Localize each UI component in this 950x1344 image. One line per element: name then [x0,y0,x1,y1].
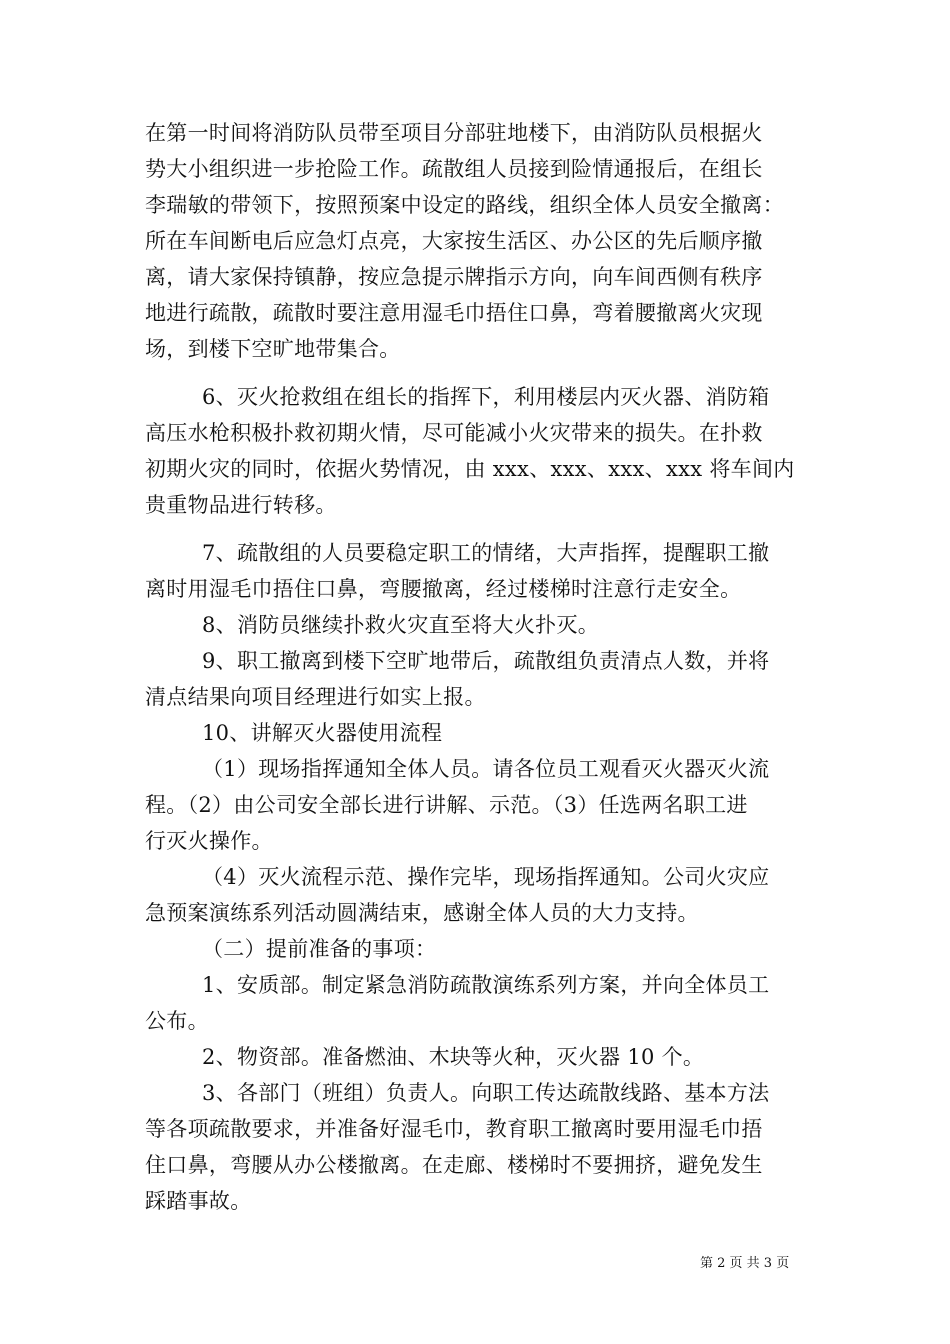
text-line: 李瑞敏的带领下，按照预案中设定的路线，组织全体人员安全撤离： [145,193,784,217]
page-number: 第 2 页 共 3 页 [700,1256,790,1271]
text-line: （二）提前准备的事项： [202,937,437,961]
text-line: 初期火灾的同时，依据火势情况，由 xxx、xxx、xxx、xxx 将车间内 [145,457,795,481]
text-line: 贵重物品进行转移。 [145,493,337,517]
text-line: 10、讲解灭火器使用流程 [202,721,443,745]
text-line: 场，到楼下空旷地带集合。 [145,337,401,361]
text-line: 所在车间断电后应急灯点亮，大家按生活区、办公区的先后顺序撤 [145,229,763,253]
text-line: 7、疏散组的人员要稳定职工的情绪，大声指挥，提醒职工撤 [202,541,770,565]
text-line: 踩踏事故。 [145,1189,252,1213]
text-line: 3、各部门（班组）负责人。向职工传达疏散线路、基本方法 [202,1081,770,1105]
text-line: 高压水枪积极扑救初期火情，尽可能减小火灾带来的损失。在扑救 [145,421,763,445]
text-line: 9、职工撤离到楼下空旷地带后，疏散组负责清点人数，并将 [202,649,770,673]
text-line: 在第一时间将消防队员带至项目分部驻地楼下，由消防队员根据火 [145,121,763,145]
text-line: 1、安质部。制定紧急消防疏散演练系列方案，并向全体员工 [202,973,770,997]
text-line: 行灭火操作。 [145,829,273,853]
text-line: 清点结果向项目经理进行如实上报。 [145,685,486,709]
text-line: 6、灭火抢救组在组长的指挥下，利用楼层内灭火器、消防箱 [202,385,770,409]
text-line: 公布。 [145,1009,209,1033]
text-line: 势大小组织进一步抢险工作。疏散组人员接到险情通报后，在组长 [145,157,763,181]
text-line: （4）灭火流程示范、操作完毕，现场指挥通知。公司火灾应 [202,865,770,889]
text-line: 离，请大家保持镇静，按应急提示牌指示方向，向车间西侧有秩序 [145,265,763,289]
text-line: 离时用湿毛巾捂住口鼻，弯腰撤离，经过楼梯时注意行走安全。 [145,577,742,601]
text-line: 程。（2）由公司安全部长进行讲解、示范。（3）任选两名职工进 [145,793,748,817]
text-line: 地进行疏散，疏散时要注意用湿毛巾捂住口鼻，弯着腰撤离火灾现 [145,301,763,325]
text-line: （1）现场指挥通知全体人员。请各位员工观看灭火器灭火流 [202,757,770,781]
text-line: 急预案演练系列活动圆满结束，感谢全体人员的大力支持。 [145,901,699,925]
text-line: 等各项疏散要求，并准备好湿毛巾，教育职工撤离时要用湿毛巾捂 [145,1117,763,1141]
text-line: 2、物资部。准备燃油、木块等火种，灭火器 10 个。 [202,1045,705,1069]
text-line: 住口鼻，弯腰从办公楼撤离。在走廊、楼梯时不要拥挤，避免发生 [145,1153,763,1177]
text-line: 8、消防员继续扑救火灾直至将大火扑灭。 [202,613,600,637]
